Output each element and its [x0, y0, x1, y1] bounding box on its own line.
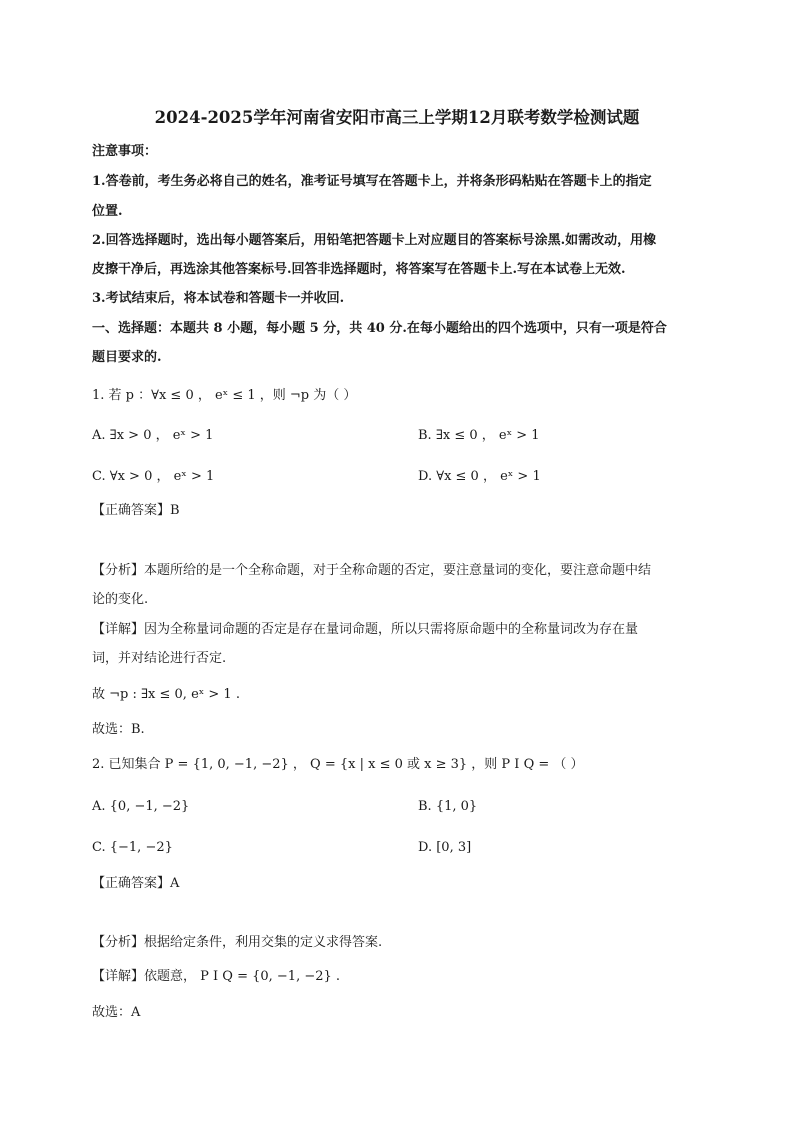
question-1-option-c: C. ∀x > 0 ， eˣ > 1 — [92, 469, 215, 484]
question-1-option-b: B. ∃x ≤ 0 ， eˣ > 1 — [418, 428, 540, 443]
notice-item-2-line-2: 皮擦干净后，再选涂其他答案标号.回答非选择题时，将答案写在答题卡上.写在本试卷上无效. — [92, 262, 626, 277]
question-1-answer: 【正确答案】B — [92, 503, 180, 518]
notice-item-3: 3.考试结束后，将本试卷和答题卡一并收回. — [92, 291, 345, 306]
question-2-option-a: A. {0, −1, −2} — [92, 799, 190, 814]
page-title: 2024-2025学年河南省安阳市高三上学期12月联考数学检测试题 — [154, 108, 640, 127]
notice-item-1-line-2: 位置. — [92, 204, 123, 219]
question-1-conclusion: 故 ¬p : ∃x ≤ 0, eˣ > 1 . — [92, 687, 240, 702]
notice-heading: 注意事项： — [92, 144, 158, 159]
notice-item-2-line-1: 2.回答选择题时，选出每小题答案后，用铅笔把答题卡上对应题目的答案标号涂黑.如需改动，用橡 — [92, 233, 657, 248]
question-1-option-a: A. ∃x > 0 ， eˣ > 1 — [92, 428, 214, 443]
question-1-option-d: D. ∀x ≤ 0 ， eˣ > 1 — [418, 469, 541, 484]
section-1-heading-line-1: 一、选择题：本题共 8 小题，每小题 5 分，共 40 分.在每小题给出的四个选项中，只有一项是符合 — [92, 321, 667, 336]
question-1-detail-line-1: 【详解】因为全称量词命题的否定是存在量词命题，所以只需将原命题中的全称量词改为存在量 — [92, 622, 639, 637]
question-1-stem: 1. 若 p ：∀x ≤ 0 ， eˣ ≤ 1 ，则 ¬p 为（ ） — [92, 388, 357, 403]
question-1-choice: 故选：B. — [92, 722, 145, 737]
question-2-option-c: C. {−1, −2} — [92, 840, 173, 855]
section-1-heading-line-2: 题目要求的. — [92, 350, 162, 365]
question-2-analysis: 【分析】根据给定条件，利用交集的定义求得答案. — [92, 935, 383, 950]
notice-item-1-line-1: 1.答卷前，考生务必将自己的姓名，准考证号填写在答题卡上，并将条形码粘贴在答题卡上的指定 — [92, 174, 652, 189]
question-1-analysis-line-2: 论的变化. — [92, 592, 149, 607]
question-2-detail: 【详解】依题意， P I Q = {0, −1, −2} . — [92, 969, 341, 984]
question-1-detail-line-2: 词，并对结论进行否定. — [92, 651, 227, 666]
question-2-choice: 故选：A — [92, 1005, 141, 1020]
question-2-option-d: D. [0, 3] — [418, 840, 472, 855]
question-2-stem: 2. 已知集合 P = {1, 0, −1, −2} ， Q = {x | x ≤ 0 或 x ≥ 3} ，则 P I Q = （ ） — [92, 757, 584, 772]
question-2-answer: 【正确答案】A — [92, 876, 180, 891]
question-2-option-b: B. {1, 0} — [418, 799, 478, 814]
question-1-analysis-line-1: 【分析】本题所给的是一个全称命题，对于全称命题的否定，要注意量词的变化，要注意命题中结 — [92, 563, 652, 578]
